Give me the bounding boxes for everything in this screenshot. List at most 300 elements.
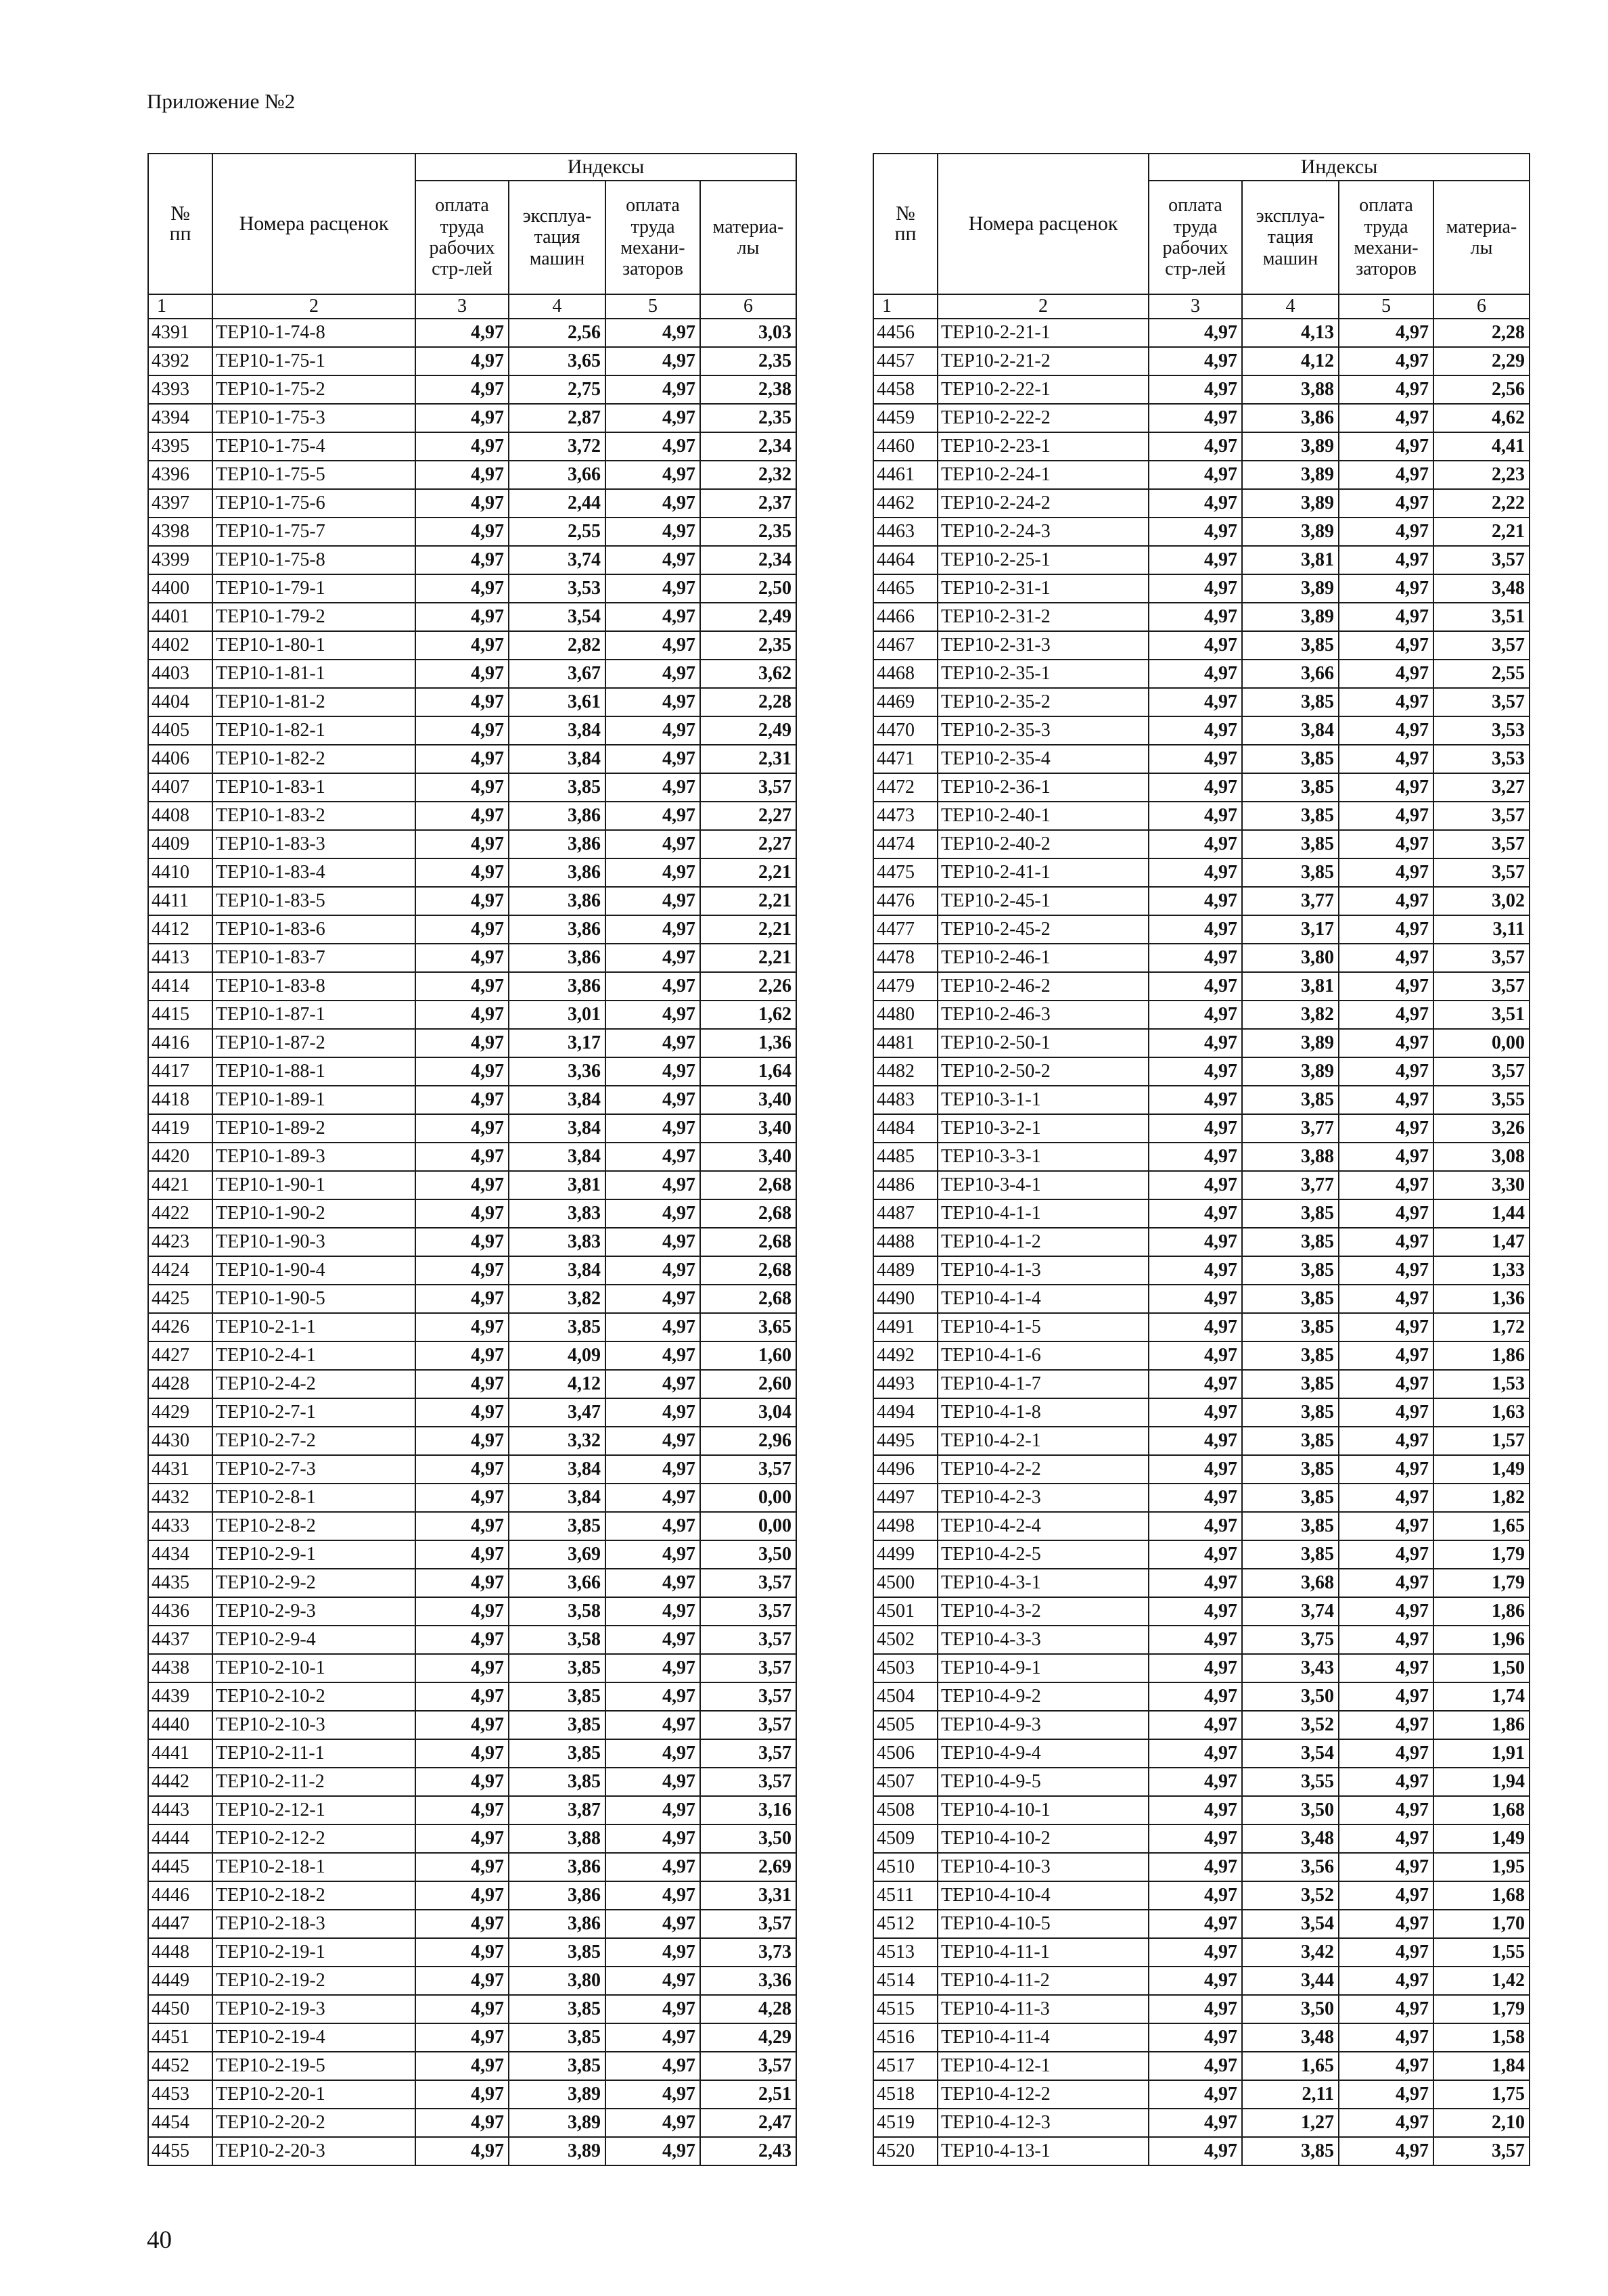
labor-index: 4,97 bbox=[1149, 1398, 1242, 1427]
labor-index: 4,97 bbox=[415, 2109, 509, 2137]
labor-index: 4,97 bbox=[1149, 802, 1242, 830]
rate-code: ТЕР10-3-2-1 bbox=[938, 1114, 1149, 1143]
table-row bbox=[148, 858, 796, 887]
machine-index: 3,42 bbox=[1242, 1938, 1339, 1967]
row-number: 4486 bbox=[873, 1171, 938, 1199]
machine-index: 3,85 bbox=[1242, 1256, 1339, 1285]
mech-labor-index: 4,97 bbox=[1339, 858, 1433, 887]
row-number: 4440 bbox=[148, 1711, 212, 1739]
row-number: 4505 bbox=[873, 1711, 938, 1739]
labor-index: 4,97 bbox=[1149, 1967, 1242, 1995]
row-number: 4416 bbox=[148, 1029, 212, 1057]
row-number: 4513 bbox=[873, 1938, 938, 1967]
machine-index: 3,85 bbox=[1242, 688, 1339, 716]
row-number: 4421 bbox=[148, 1171, 212, 1199]
machine-index: 3,54 bbox=[509, 603, 605, 631]
materials-index: 1,49 bbox=[1433, 1455, 1530, 1484]
mech-labor-index: 4,97 bbox=[605, 546, 700, 574]
table-row bbox=[148, 1967, 796, 1995]
machine-index: 3,86 bbox=[509, 858, 605, 887]
machine-index: 3,44 bbox=[1242, 1967, 1339, 1995]
mech-labor-index: 4,97 bbox=[1339, 972, 1433, 1001]
mech-labor-index: 4,97 bbox=[605, 1824, 700, 1853]
row-number: 4434 bbox=[148, 1540, 212, 1569]
materials-index: 2,68 bbox=[700, 1285, 796, 1313]
materials-index: 1,74 bbox=[1433, 1682, 1530, 1711]
col-number: 6 bbox=[700, 294, 796, 319]
materials-index: 2,21 bbox=[700, 915, 796, 944]
rate-code: ТЕР10-2-35-1 bbox=[938, 660, 1149, 688]
materials-index: 2,10 bbox=[1433, 2109, 1530, 2137]
rate-code: ТЕР10-2-35-2 bbox=[938, 688, 1149, 716]
materials-index: 3,57 bbox=[700, 1626, 796, 1654]
row-number: 4393 bbox=[148, 375, 212, 404]
row-number: 4443 bbox=[148, 1796, 212, 1824]
machine-index: 3,84 bbox=[509, 1086, 605, 1114]
rate-code: ТЕР10-4-1-4 bbox=[938, 1285, 1149, 1313]
table-row bbox=[873, 1341, 1530, 1370]
materials-index: 3,02 bbox=[1433, 887, 1530, 915]
labor-index: 4,97 bbox=[1149, 1057, 1242, 1086]
rate-code: ТЕР10-1-89-3 bbox=[212, 1143, 415, 1171]
row-number: 4494 bbox=[873, 1398, 938, 1427]
rate-code: ТЕР10-4-2-3 bbox=[938, 1484, 1149, 1512]
machine-index: 3,86 bbox=[509, 887, 605, 915]
row-number: 4491 bbox=[873, 1313, 938, 1341]
table-row bbox=[148, 2080, 796, 2109]
machine-index: 3,85 bbox=[1242, 1370, 1339, 1398]
machine-index: 3,84 bbox=[509, 1484, 605, 1512]
rate-code: ТЕР10-3-4-1 bbox=[938, 1171, 1149, 1199]
materials-index: 3,26 bbox=[1433, 1114, 1530, 1143]
table-row bbox=[148, 375, 796, 404]
table-row bbox=[148, 1739, 796, 1768]
labor-index: 4,97 bbox=[1149, 1285, 1242, 1313]
mech-labor-index: 4,97 bbox=[605, 1228, 700, 1256]
table-row bbox=[148, 773, 796, 802]
machine-index: 3,83 bbox=[509, 1199, 605, 1228]
mech-labor-index: 4,97 bbox=[605, 1881, 700, 1910]
table-row bbox=[873, 1199, 1530, 1228]
mech-labor-index: 4,97 bbox=[1339, 1881, 1433, 1910]
row-number: 4438 bbox=[148, 1654, 212, 1682]
table-row bbox=[148, 1711, 796, 1739]
labor-index: 4,97 bbox=[415, 773, 509, 802]
table-row bbox=[148, 1626, 796, 1654]
row-number: 4426 bbox=[148, 1313, 212, 1341]
rate-code: ТЕР10-2-19-3 bbox=[212, 1995, 415, 2023]
rate-code: ТЕР10-2-46-3 bbox=[938, 1001, 1149, 1029]
table-row bbox=[148, 319, 796, 347]
table-body-right bbox=[873, 319, 1530, 2165]
rate-code: ТЕР10-2-10-2 bbox=[212, 1682, 415, 1711]
rate-code: ТЕР10-1-90-4 bbox=[212, 1256, 415, 1285]
row-number: 4405 bbox=[148, 716, 212, 745]
machine-index: 3,89 bbox=[509, 2080, 605, 2109]
rate-code: ТЕР10-2-50-2 bbox=[938, 1057, 1149, 1086]
materials-index: 1,57 bbox=[1433, 1427, 1530, 1455]
mech-labor-index: 4,97 bbox=[605, 2080, 700, 2109]
labor-index: 4,97 bbox=[415, 574, 509, 603]
mech-labor-index: 4,97 bbox=[605, 688, 700, 716]
table-row bbox=[148, 1455, 796, 1484]
machine-index: 3,50 bbox=[1242, 1796, 1339, 1824]
rate-code: ТЕР10-1-90-2 bbox=[212, 1199, 415, 1228]
machine-index: 3,17 bbox=[1242, 915, 1339, 944]
mech-labor-index: 4,97 bbox=[605, 1001, 700, 1029]
row-number: 4483 bbox=[873, 1086, 938, 1114]
machine-index: 3,54 bbox=[1242, 1910, 1339, 1938]
materials-index: 2,96 bbox=[700, 1427, 796, 1455]
rate-code: ТЕР10-4-1-2 bbox=[938, 1228, 1149, 1256]
labor-index: 4,97 bbox=[415, 802, 509, 830]
machine-index: 3,81 bbox=[1242, 972, 1339, 1001]
machine-index: 3,36 bbox=[509, 1057, 605, 1086]
machine-index: 2,82 bbox=[509, 631, 605, 660]
rate-code: ТЕР10-1-87-2 bbox=[212, 1029, 415, 1057]
labor-index: 4,97 bbox=[1149, 1199, 1242, 1228]
machine-index: 3,67 bbox=[509, 660, 605, 688]
table-row bbox=[148, 1597, 796, 1626]
machine-index: 3,85 bbox=[1242, 858, 1339, 887]
table-row bbox=[148, 347, 796, 375]
mech-labor-index: 4,97 bbox=[1339, 1114, 1433, 1143]
mech-labor-index: 4,97 bbox=[1339, 518, 1433, 546]
row-number: 4515 bbox=[873, 1995, 938, 2023]
mech-labor-index: 4,97 bbox=[1339, 1398, 1433, 1427]
labor-index: 4,97 bbox=[1149, 1540, 1242, 1569]
materials-index: 2,35 bbox=[700, 404, 796, 432]
row-number: 4403 bbox=[148, 660, 212, 688]
rate-code: ТЕР10-1-75-4 bbox=[212, 432, 415, 461]
mech-labor-index: 4,97 bbox=[605, 2137, 700, 2165]
header-machines: эксплуа- тация машин bbox=[1242, 181, 1339, 294]
header-mech-labor: оплата труда механи- заторов bbox=[1339, 181, 1433, 294]
labor-index: 4,97 bbox=[415, 546, 509, 574]
materials-index: 2,23 bbox=[1433, 461, 1530, 489]
mech-labor-index: 4,97 bbox=[1339, 1569, 1433, 1597]
header-indices: Индексы bbox=[1149, 154, 1530, 181]
materials-index: 1,79 bbox=[1433, 1540, 1530, 1569]
row-number: 4394 bbox=[148, 404, 212, 432]
row-number: 4400 bbox=[148, 574, 212, 603]
labor-index: 4,97 bbox=[415, 1171, 509, 1199]
row-number: 4473 bbox=[873, 802, 938, 830]
row-number: 4500 bbox=[873, 1569, 938, 1597]
machine-index: 3,85 bbox=[1242, 1285, 1339, 1313]
labor-index: 4,97 bbox=[1149, 1455, 1242, 1484]
mech-labor-index: 4,97 bbox=[1339, 1455, 1433, 1484]
table-row bbox=[148, 2109, 796, 2137]
machine-index: 3,85 bbox=[509, 1512, 605, 1540]
labor-index: 4,97 bbox=[415, 1711, 509, 1739]
mech-labor-index: 4,97 bbox=[1339, 660, 1433, 688]
row-number: 4449 bbox=[148, 1967, 212, 1995]
materials-index: 3,40 bbox=[700, 1086, 796, 1114]
labor-index: 4,97 bbox=[1149, 1029, 1242, 1057]
row-number: 4447 bbox=[148, 1910, 212, 1938]
rate-code: ТЕР10-2-20-1 bbox=[212, 2080, 415, 2109]
rate-code: ТЕР10-2-24-3 bbox=[938, 518, 1149, 546]
labor-index: 4,97 bbox=[1149, 1824, 1242, 1853]
mech-labor-index: 4,97 bbox=[1339, 915, 1433, 944]
machine-index: 1,65 bbox=[1242, 2052, 1339, 2080]
labor-index: 4,97 bbox=[415, 347, 509, 375]
materials-index: 3,57 bbox=[1433, 688, 1530, 716]
machine-index: 3,88 bbox=[1242, 1143, 1339, 1171]
table-row bbox=[148, 1171, 796, 1199]
row-number: 4401 bbox=[148, 603, 212, 631]
rate-code: ТЕР10-1-83-8 bbox=[212, 972, 415, 1001]
labor-index: 4,97 bbox=[415, 944, 509, 972]
header-no: № пп bbox=[873, 154, 938, 294]
row-number: 4489 bbox=[873, 1256, 938, 1285]
table-row bbox=[148, 1029, 796, 1057]
materials-index: 3,57 bbox=[700, 773, 796, 802]
mech-labor-index: 4,97 bbox=[1339, 631, 1433, 660]
row-number: 4476 bbox=[873, 887, 938, 915]
labor-index: 4,97 bbox=[415, 2023, 509, 2052]
rate-code: ТЕР10-4-12-3 bbox=[938, 2109, 1149, 2137]
rate-code: ТЕР10-2-22-1 bbox=[938, 375, 1149, 404]
table-row bbox=[873, 1228, 1530, 1256]
rate-code: ТЕР10-4-12-2 bbox=[938, 2080, 1149, 2109]
row-number: 4442 bbox=[148, 1768, 212, 1796]
table-row bbox=[873, 1938, 1530, 1967]
mech-labor-index: 4,97 bbox=[1339, 887, 1433, 915]
col-number: 6 bbox=[1433, 294, 1530, 319]
mech-labor-index: 4,97 bbox=[605, 802, 700, 830]
materials-index: 3,57 bbox=[700, 1569, 796, 1597]
materials-index: 3,51 bbox=[1433, 603, 1530, 631]
mech-labor-index: 4,97 bbox=[1339, 2052, 1433, 2080]
row-number: 4518 bbox=[873, 2080, 938, 2109]
machine-index: 4,12 bbox=[1242, 347, 1339, 375]
row-number: 4479 bbox=[873, 972, 938, 1001]
row-number: 4499 bbox=[873, 1540, 938, 1569]
mech-labor-index: 4,97 bbox=[1339, 1967, 1433, 1995]
labor-index: 4,97 bbox=[415, 1881, 509, 1910]
rate-code: ТЕР10-2-7-2 bbox=[212, 1427, 415, 1455]
labor-index: 4,97 bbox=[1149, 716, 1242, 745]
table-row bbox=[148, 603, 796, 631]
mech-labor-index: 4,97 bbox=[605, 1995, 700, 2023]
labor-index: 4,97 bbox=[415, 489, 509, 518]
materials-index: 3,57 bbox=[1433, 830, 1530, 858]
materials-index: 2,55 bbox=[1433, 660, 1530, 688]
labor-index: 4,97 bbox=[1149, 2052, 1242, 2080]
mech-labor-index: 4,97 bbox=[605, 1711, 700, 1739]
header-mech-labor: оплата труда механи- заторов bbox=[605, 181, 700, 294]
machine-index: 3,86 bbox=[509, 1910, 605, 1938]
labor-index: 4,97 bbox=[1149, 1597, 1242, 1626]
rate-code: ТЕР10-1-75-2 bbox=[212, 375, 415, 404]
row-number: 4406 bbox=[148, 745, 212, 773]
labor-index: 4,97 bbox=[415, 1143, 509, 1171]
materials-index: 3,57 bbox=[700, 1711, 796, 1739]
labor-index: 4,97 bbox=[1149, 1114, 1242, 1143]
row-number: 4412 bbox=[148, 915, 212, 944]
mech-labor-index: 4,97 bbox=[1339, 1143, 1433, 1171]
labor-index: 4,97 bbox=[1149, 1512, 1242, 1540]
mech-labor-index: 4,97 bbox=[605, 1853, 700, 1881]
rate-code: ТЕР10-1-89-1 bbox=[212, 1086, 415, 1114]
rate-code: ТЕР10-1-83-6 bbox=[212, 915, 415, 944]
labor-index: 4,97 bbox=[415, 1768, 509, 1796]
table-row bbox=[148, 461, 796, 489]
row-number: 4512 bbox=[873, 1910, 938, 1938]
materials-index: 3,57 bbox=[1433, 972, 1530, 1001]
mech-labor-index: 4,97 bbox=[605, 1114, 700, 1143]
rate-code: ТЕР10-2-21-2 bbox=[938, 347, 1149, 375]
materials-index: 2,47 bbox=[700, 2109, 796, 2137]
labor-index: 4,97 bbox=[1149, 489, 1242, 518]
labor-index: 4,97 bbox=[415, 688, 509, 716]
row-number: 4462 bbox=[873, 489, 938, 518]
labor-index: 4,97 bbox=[415, 1796, 509, 1824]
materials-index: 3,51 bbox=[1433, 1001, 1530, 1029]
col-number: 1 bbox=[873, 294, 938, 319]
mech-labor-index: 4,97 bbox=[1339, 319, 1433, 347]
rate-code: ТЕР10-4-1-3 bbox=[938, 1256, 1149, 1285]
row-number: 4441 bbox=[148, 1739, 212, 1768]
labor-index: 4,97 bbox=[415, 603, 509, 631]
materials-index: 1,72 bbox=[1433, 1313, 1530, 1341]
row-number: 4481 bbox=[873, 1029, 938, 1057]
labor-index: 4,97 bbox=[1149, 2109, 1242, 2137]
rate-code: ТЕР10-2-18-3 bbox=[212, 1910, 415, 1938]
materials-index: 2,31 bbox=[700, 745, 796, 773]
labor-index: 4,97 bbox=[1149, 1995, 1242, 2023]
labor-index: 4,97 bbox=[1149, 518, 1242, 546]
materials-index: 2,26 bbox=[700, 972, 796, 1001]
mech-labor-index: 4,97 bbox=[1339, 1711, 1433, 1739]
materials-index: 1,86 bbox=[1433, 1711, 1530, 1739]
row-number: 4475 bbox=[873, 858, 938, 887]
row-number: 4487 bbox=[873, 1199, 938, 1228]
machine-index: 2,44 bbox=[509, 489, 605, 518]
header-labor: оплата труда рабочих стр-лей bbox=[1149, 181, 1242, 294]
table-row bbox=[873, 1569, 1530, 1597]
rate-code: ТЕР10-4-3-2 bbox=[938, 1597, 1149, 1626]
row-number: 4435 bbox=[148, 1569, 212, 1597]
table-row bbox=[873, 1967, 1530, 1995]
table-row bbox=[148, 1484, 796, 1512]
machine-index: 2,11 bbox=[1242, 2080, 1339, 2109]
machine-index: 3,01 bbox=[509, 1001, 605, 1029]
machine-index: 3,69 bbox=[509, 1540, 605, 1569]
mech-labor-index: 4,97 bbox=[605, 1143, 700, 1171]
row-number: 4474 bbox=[873, 830, 938, 858]
rate-code: ТЕР10-1-83-2 bbox=[212, 802, 415, 830]
rate-code: ТЕР10-2-24-1 bbox=[938, 461, 1149, 489]
mech-labor-index: 4,97 bbox=[605, 1938, 700, 1967]
table-row bbox=[148, 1143, 796, 1171]
row-number: 4507 bbox=[873, 1768, 938, 1796]
labor-index: 4,97 bbox=[415, 1057, 509, 1086]
labor-index: 4,97 bbox=[415, 1540, 509, 1569]
labor-index: 4,97 bbox=[1149, 972, 1242, 1001]
labor-index: 4,97 bbox=[1149, 1143, 1242, 1171]
rate-code: ТЕР10-1-83-1 bbox=[212, 773, 415, 802]
machine-index: 3,53 bbox=[509, 574, 605, 603]
rate-code: ТЕР10-2-8-2 bbox=[212, 1512, 415, 1540]
mech-labor-index: 4,97 bbox=[605, 1540, 700, 1569]
table-row bbox=[873, 1171, 1530, 1199]
rate-code: ТЕР10-1-88-1 bbox=[212, 1057, 415, 1086]
materials-index: 1,49 bbox=[1433, 1824, 1530, 1853]
rate-code: ТЕР10-4-11-1 bbox=[938, 1938, 1149, 1967]
row-number: 4498 bbox=[873, 1512, 938, 1540]
rate-code: ТЕР10-4-9-4 bbox=[938, 1739, 1149, 1768]
machine-index: 2,87 bbox=[509, 404, 605, 432]
machine-index: 3,84 bbox=[509, 745, 605, 773]
row-number: 4396 bbox=[148, 461, 212, 489]
mech-labor-index: 4,97 bbox=[605, 1313, 700, 1341]
machine-index: 3,86 bbox=[509, 972, 605, 1001]
rate-code: ТЕР10-4-1-1 bbox=[938, 1199, 1149, 1228]
table-row bbox=[873, 716, 1530, 745]
rate-code: ТЕР10-2-19-1 bbox=[212, 1938, 415, 1967]
rate-code: ТЕР10-3-3-1 bbox=[938, 1143, 1149, 1171]
labor-index: 4,97 bbox=[415, 375, 509, 404]
materials-index: 2,27 bbox=[700, 802, 796, 830]
rate-code: ТЕР10-2-31-3 bbox=[938, 631, 1149, 660]
rate-code: ТЕР10-2-8-1 bbox=[212, 1484, 415, 1512]
materials-index: 2,35 bbox=[700, 518, 796, 546]
rate-code: ТЕР10-4-2-2 bbox=[938, 1455, 1149, 1484]
table-row bbox=[148, 660, 796, 688]
rate-code: ТЕР10-1-75-6 bbox=[212, 489, 415, 518]
table-row bbox=[148, 546, 796, 574]
materials-index: 3,57 bbox=[1433, 1057, 1530, 1086]
materials-index: 1,47 bbox=[1433, 1228, 1530, 1256]
row-number: 4464 bbox=[873, 546, 938, 574]
rate-code: ТЕР10-4-2-4 bbox=[938, 1512, 1149, 1540]
table-row bbox=[873, 1540, 1530, 1569]
mech-labor-index: 4,97 bbox=[1339, 1938, 1433, 1967]
materials-index: 3,57 bbox=[1433, 802, 1530, 830]
row-number: 4514 bbox=[873, 1967, 938, 1995]
table-row bbox=[873, 887, 1530, 915]
machine-index: 3,85 bbox=[1242, 1455, 1339, 1484]
labor-index: 4,97 bbox=[415, 1455, 509, 1484]
mech-labor-index: 4,97 bbox=[605, 1796, 700, 1824]
machine-index: 3,85 bbox=[1242, 1484, 1339, 1512]
machine-index: 3,85 bbox=[509, 1682, 605, 1711]
labor-index: 4,97 bbox=[415, 319, 509, 347]
row-number: 4402 bbox=[148, 631, 212, 660]
labor-index: 4,97 bbox=[415, 1626, 509, 1654]
table-row bbox=[148, 1199, 796, 1228]
materials-index: 1,95 bbox=[1433, 1853, 1530, 1881]
materials-index: 1,64 bbox=[700, 1057, 796, 1086]
labor-index: 4,97 bbox=[1149, 745, 1242, 773]
row-number: 4511 bbox=[873, 1881, 938, 1910]
rate-code: ТЕР10-4-9-5 bbox=[938, 1768, 1149, 1796]
mech-labor-index: 4,97 bbox=[605, 1768, 700, 1796]
table-row bbox=[148, 1256, 796, 1285]
machine-index: 3,50 bbox=[1242, 1995, 1339, 2023]
materials-index: 2,68 bbox=[700, 1171, 796, 1199]
mech-labor-index: 4,97 bbox=[605, 1199, 700, 1228]
machine-index: 3,48 bbox=[1242, 1824, 1339, 1853]
machine-index: 3,72 bbox=[509, 432, 605, 461]
labor-index: 4,97 bbox=[415, 1682, 509, 1711]
materials-index: 3,40 bbox=[700, 1114, 796, 1143]
row-number: 4492 bbox=[873, 1341, 938, 1370]
machine-index: 3,88 bbox=[509, 1824, 605, 1853]
